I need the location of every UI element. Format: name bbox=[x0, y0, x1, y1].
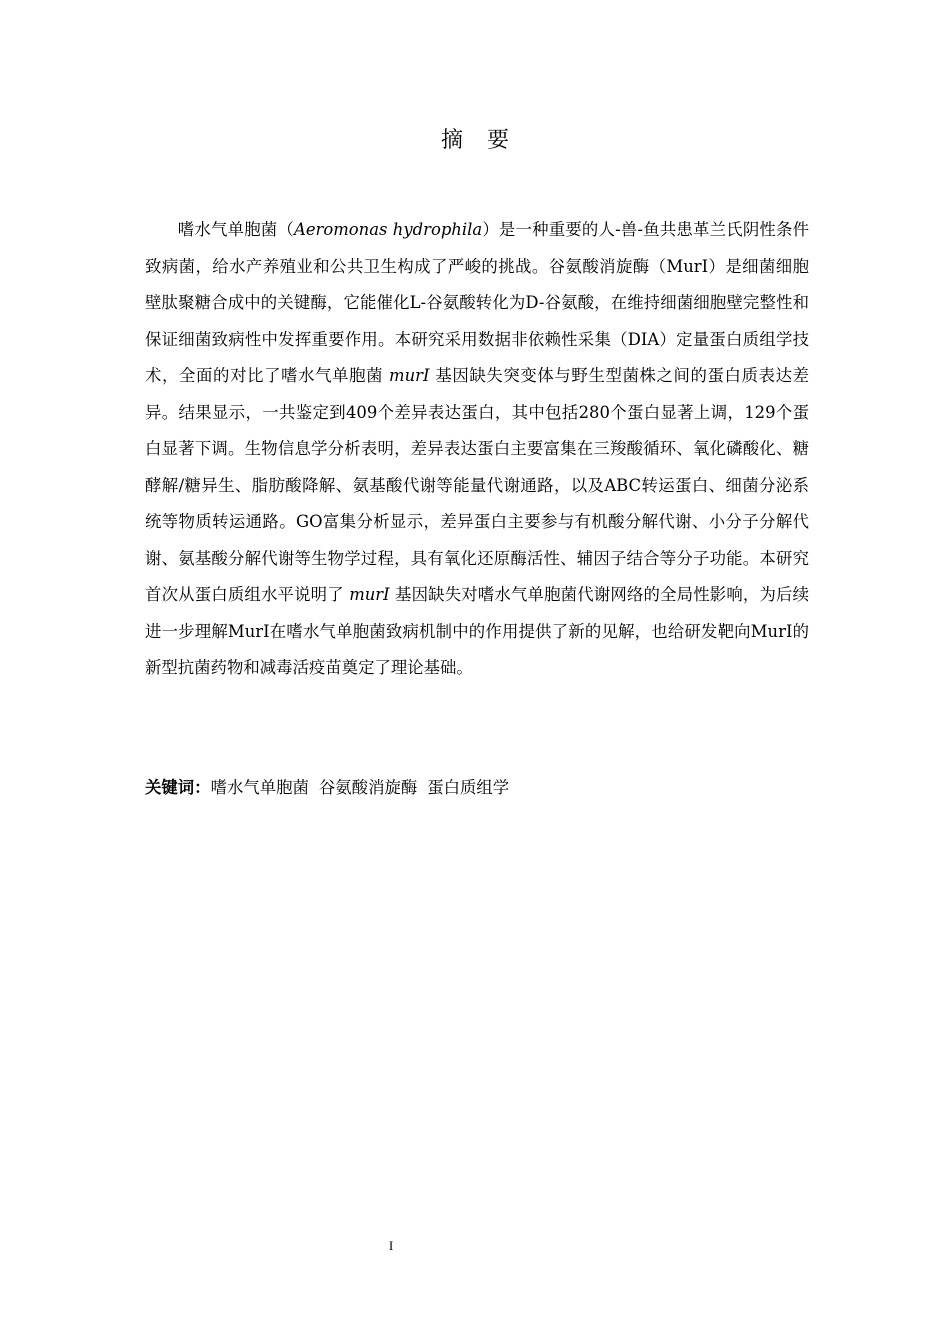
species-name: Aeromonas hydrophila bbox=[294, 220, 483, 239]
keyword-item: 谷氨酸消旋酶 bbox=[318, 778, 418, 797]
keywords-line bbox=[145, 770, 809, 806]
gene-name-2: murI bbox=[349, 585, 390, 604]
abstract-text-4: 基因缺失对嗜水气单胞菌代谢网络的全局性影响，为后续进一步理解MurI在嗜水气单胞菌致病机制中的作用提供了新的见解，也给研发靶向MurI的新型抗菌药物和减毒活疫苗奠定了理论基础。 bbox=[145, 585, 810, 677]
page-title: 摘要 bbox=[440, 128, 533, 153]
keywords-label: 关键词： bbox=[145, 778, 211, 797]
keyword-item: 蛋白质组学 bbox=[427, 778, 510, 797]
abstract-text-2: ）是一种重要的人-兽-鱼共患革兰氏阴性条件致病菌，给水产养殖业和公共卫生构成了严峻的挑战。谷氨酸消旋酶（MurI）是细菌细胞壁肽聚糖合成中的关键酶，它能催化L-谷氨酸转化为D-谷氨酸，在维持细菌细胞壁完整性和保证细菌致病性中发挥重要作用。本研究采用数据非依赖性采集（DIA）定量蛋白质组学技术，全面的对比了嗜水气单胞菌 bbox=[145, 220, 810, 385]
gene-name-1: murI bbox=[389, 366, 430, 385]
keyword-item: 嗜水气单胞菌 bbox=[210, 778, 309, 797]
page-number: I bbox=[388, 1238, 394, 1253]
abstract-paragraph bbox=[145, 212, 809, 687]
abstract-text-3: 基因缺失突变体与野生型菌株之间的蛋白质表达差异。结果显示，一共鉴定到409个差异表达蛋白，其中包括280个蛋白显著上调，129个蛋白显著下调。生物信息学分析表明，差异表达蛋白主要富集在三羧酸循环、氧化磷酸化、糖酵解/糖异生、脂肪酸降解、氨基酸代谢等能量代谢通路，以及ABC转运蛋白、细菌分泌系统等物质转运通路。GO富集分析显示，差异蛋白主要参与有机酸分解代谢、小分子分解代谢、氨基酸分解代谢等生物学过程，具有氧化还原酶活性、辅因子结合等分子功能。本研究首次从蛋白质组水平说明了 bbox=[145, 366, 810, 604]
abstract-text-1: 嗜水气单胞菌（ bbox=[177, 220, 294, 239]
